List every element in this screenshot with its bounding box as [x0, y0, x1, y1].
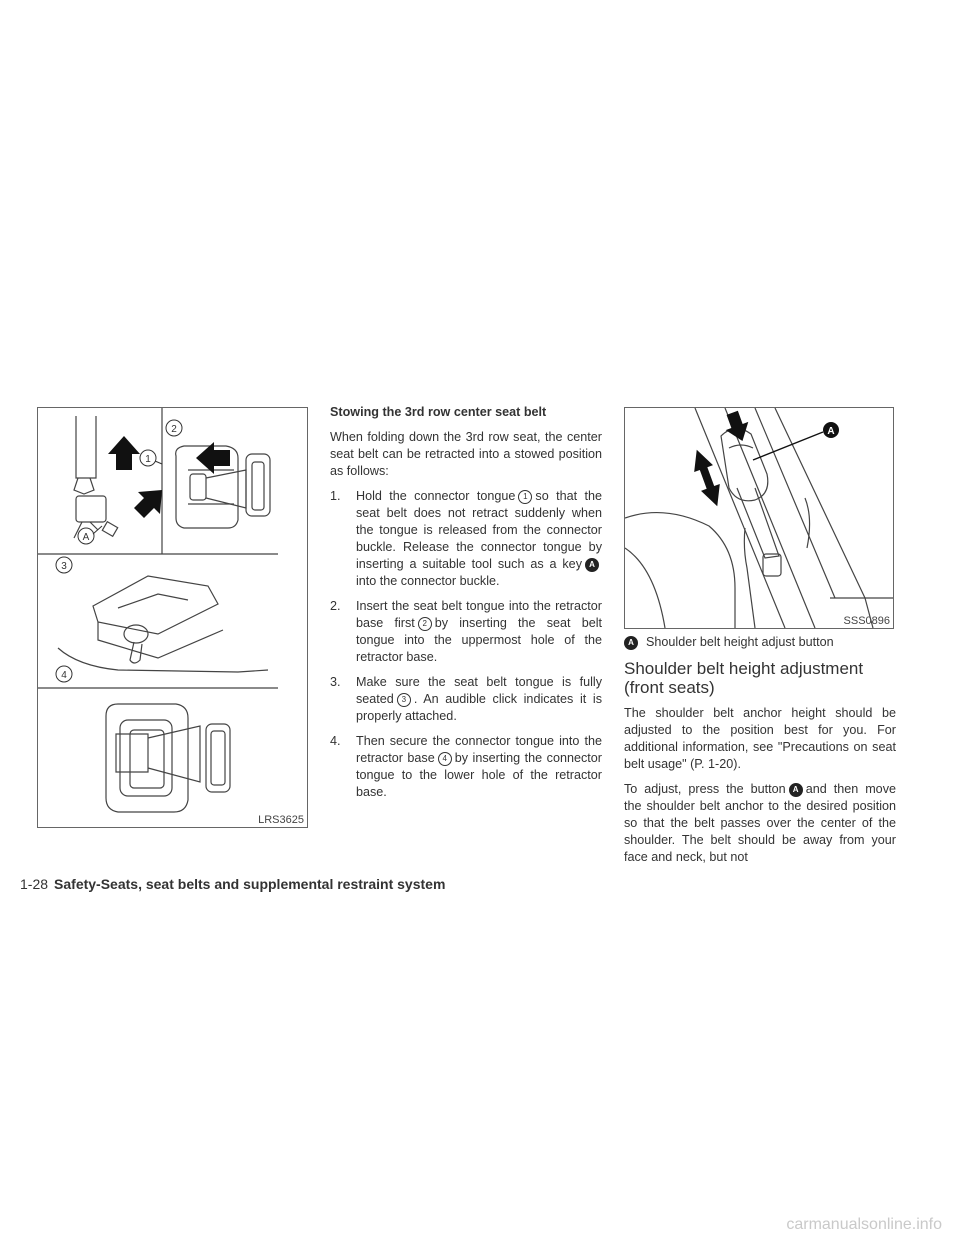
callout-3: 3: [61, 561, 67, 572]
callout-a: A: [827, 426, 835, 437]
step-text: Make sure the seat belt tongue is fully seated: [356, 675, 602, 706]
step-text: by inserting the connector tongue to the lower hole of the retractor base.: [356, 751, 602, 799]
step-4: [330, 733, 602, 801]
callout-2-marker: 2: [418, 617, 432, 631]
shoulder-belt-illustration: [625, 408, 893, 628]
callout-2: 2: [171, 424, 177, 435]
seat-belt-stowing-figure: [37, 407, 308, 828]
step-number: 2.: [330, 599, 341, 613]
step-text: so that the seat belt does not retract suddenly when the tongue is released from the connector buckle. Release the connector tongue by inserting a suitable tool such as a key: [356, 489, 602, 571]
figure-code: SSS0896: [843, 615, 890, 627]
steps-list: [330, 488, 602, 801]
intro-paragraph: When folding down the 3rd row seat, the center seat belt can be retracted into a stowed position as follows:: [330, 430, 602, 478]
step-text: Hold the connector tongue: [356, 489, 516, 503]
step-number: 4.: [330, 734, 341, 748]
stowing-illustration: [38, 408, 307, 827]
figure-code: LRS3625: [258, 814, 304, 826]
page-footer: [20, 876, 445, 892]
step-text: Then secure the connector tongue into the retractor base: [356, 734, 602, 765]
callout-3-marker: 3: [397, 693, 411, 707]
stowing-section: [330, 404, 602, 809]
paragraph-text: To adjust, press the button: [624, 782, 786, 796]
step-2: [330, 598, 602, 666]
watermark: carmanualsonline.info: [786, 1216, 942, 1233]
step-1: [330, 488, 602, 590]
chapter-title: Safety-Seats, seat belts and supplemental restraint system: [54, 876, 446, 892]
callout-4: 4: [61, 670, 67, 681]
step-3: [330, 674, 602, 725]
callout-a-marker: A: [585, 558, 599, 572]
step-text: Insert the seat belt tongue into the retractor base first: [356, 599, 602, 630]
callout-4-marker: 4: [438, 752, 452, 766]
callout-1: 1: [145, 454, 151, 465]
step-number: 1.: [330, 489, 341, 503]
step-text: into the connector buckle.: [356, 574, 500, 588]
callout-1-marker: 1: [518, 490, 532, 504]
callout-a-marker: A: [789, 783, 803, 797]
figure-caption: [624, 634, 896, 651]
section-heading: Stowing the 3rd row center seat belt: [330, 405, 547, 419]
step-text: . An audible click indicates it is properly attached.: [356, 692, 602, 723]
paragraph-2: [624, 781, 896, 866]
page-number: 1-28: [20, 876, 49, 892]
shoulder-belt-figure: [624, 407, 894, 629]
callout-a: A: [82, 532, 90, 543]
paragraph-1: The shoulder belt anchor height should be adjusted to the position best for you. For additional information, see "Precautions on seat belt usage" (P. 1-20).: [624, 706, 896, 771]
section-heading: Shoulder belt height adjustment (front seats): [624, 659, 864, 697]
callout-a-marker: A: [624, 636, 638, 650]
paragraph-text: and then move the shoulder belt anchor to the desired position so that the belt passes over the center of the shoulder. The belt should be away from your face and neck, but not: [624, 782, 896, 864]
shoulder-belt-section: [624, 634, 896, 874]
step-text: by inserting the seat belt tongue into the uppermost hole of the retractor base.: [356, 616, 602, 664]
caption-text: Shoulder belt height adjust button: [646, 635, 834, 649]
step-number: 3.: [330, 675, 341, 689]
